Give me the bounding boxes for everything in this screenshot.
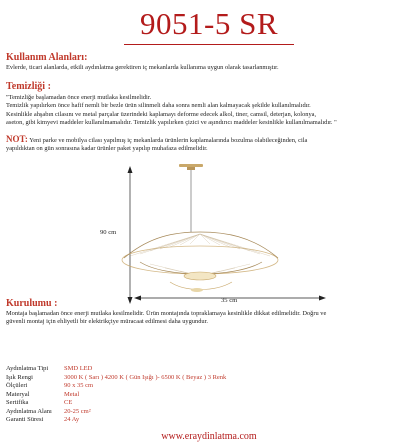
spec-label: Sertifika (6, 399, 29, 407)
spec-value: 20-25 cm² (64, 407, 91, 415)
lamp-shade (122, 232, 278, 292)
cleaning-line: Kesinlikle ahşabın cilasını ve metal parçalar üzerindeki kaplamayı deforme edecek alkol, tiner, camsil, deterjan, kolonya, (6, 110, 317, 118)
note-line: yapıldıktan on gün sonrasına kadar ürünler paket yapılıp muhafaza edilmelidir. (6, 145, 208, 153)
website-link[interactable]: www.eraydinlatma.com (161, 431, 257, 442)
product-title: 9051-5 SR (140, 6, 278, 41)
height-arrow (128, 166, 133, 304)
spec-row (6, 399, 226, 408)
spec-value: 3000 K ( Sarı ) 4200 K ( Gün Işığı )- 6500 K ( Beyaz ) 3 Renk (64, 373, 227, 381)
installation-heading: Kurulumu : (6, 298, 58, 309)
spec-value: Metal (64, 390, 80, 398)
spec-row (6, 374, 226, 383)
usage-text: Evlerde, ticari alanlarda, etkili aydınlatma gerektiren iç mekanlarda kullanıma uygun olarak tasarlanmıştır. (6, 64, 279, 71)
height-dimension-label: 90 cm (100, 229, 117, 236)
spec-label: Işık Rengi (6, 373, 33, 381)
spec-table (6, 365, 226, 425)
spec-row (6, 408, 226, 417)
ceiling-canopy (179, 164, 203, 170)
spec-value: CE (64, 399, 73, 407)
spec-value: SMD LED (64, 365, 93, 372)
installation-line: güvenli montaj için ehliyetli bir elektrikçiye müracaat edilmesi daha uygundur. (6, 318, 208, 326)
spec-label: Aydınlatma Alanı (6, 407, 52, 415)
spec-label: Aydınlatma Tipi (6, 365, 49, 372)
cleaning-heading: Temizliği : (6, 81, 51, 92)
spec-row (6, 416, 226, 425)
width-dimension-label: 35 cm (221, 297, 238, 304)
installation-text (6, 310, 326, 327)
spec-label: Materyal (6, 390, 30, 398)
usage-heading: Kullanım Alanları: (6, 52, 88, 63)
spec-row (6, 382, 226, 391)
spec-value: 90 x 35 cm (64, 382, 94, 390)
spec-row (6, 365, 226, 374)
note-heading: NOT: (6, 134, 28, 144)
cleaning-line: "Temizliğe başlamadan önce enerji mutlaka kesilmelidir. (6, 94, 152, 101)
cleaning-line: aseton, gibi kimyevi maddeler kullanılmamalıdır. Temizlik yapılırken çizici ve aşındırıcı maddeler kesinlikle kullanılmamalıdır. " (6, 118, 337, 126)
installation-line: Montaja başlamadan önce enerji mutlaka kesilmelidir. Ürün montajında topraklamaya kesinlikle dikkat edilmelidir. Doğru ve (6, 310, 327, 317)
cleaning-line: Temizlik yapılırken önce hafif nemli bir bezle ürün silinmeli daha sonra nemli alan kalmayacak şekilde kullanılmalıdır. (6, 102, 311, 110)
spec-label: Ölçüleri (6, 382, 28, 390)
note-line: Yeni parke ve mobilya cilası yapılmış iç mekanlarda ürünlerin kaplamalarında bozulma olabileceğinden, cila (29, 137, 308, 144)
spec-value: 24 Ay (64, 416, 80, 424)
spec-row (6, 391, 226, 400)
spec-label: Garanti Süresi (6, 416, 44, 424)
